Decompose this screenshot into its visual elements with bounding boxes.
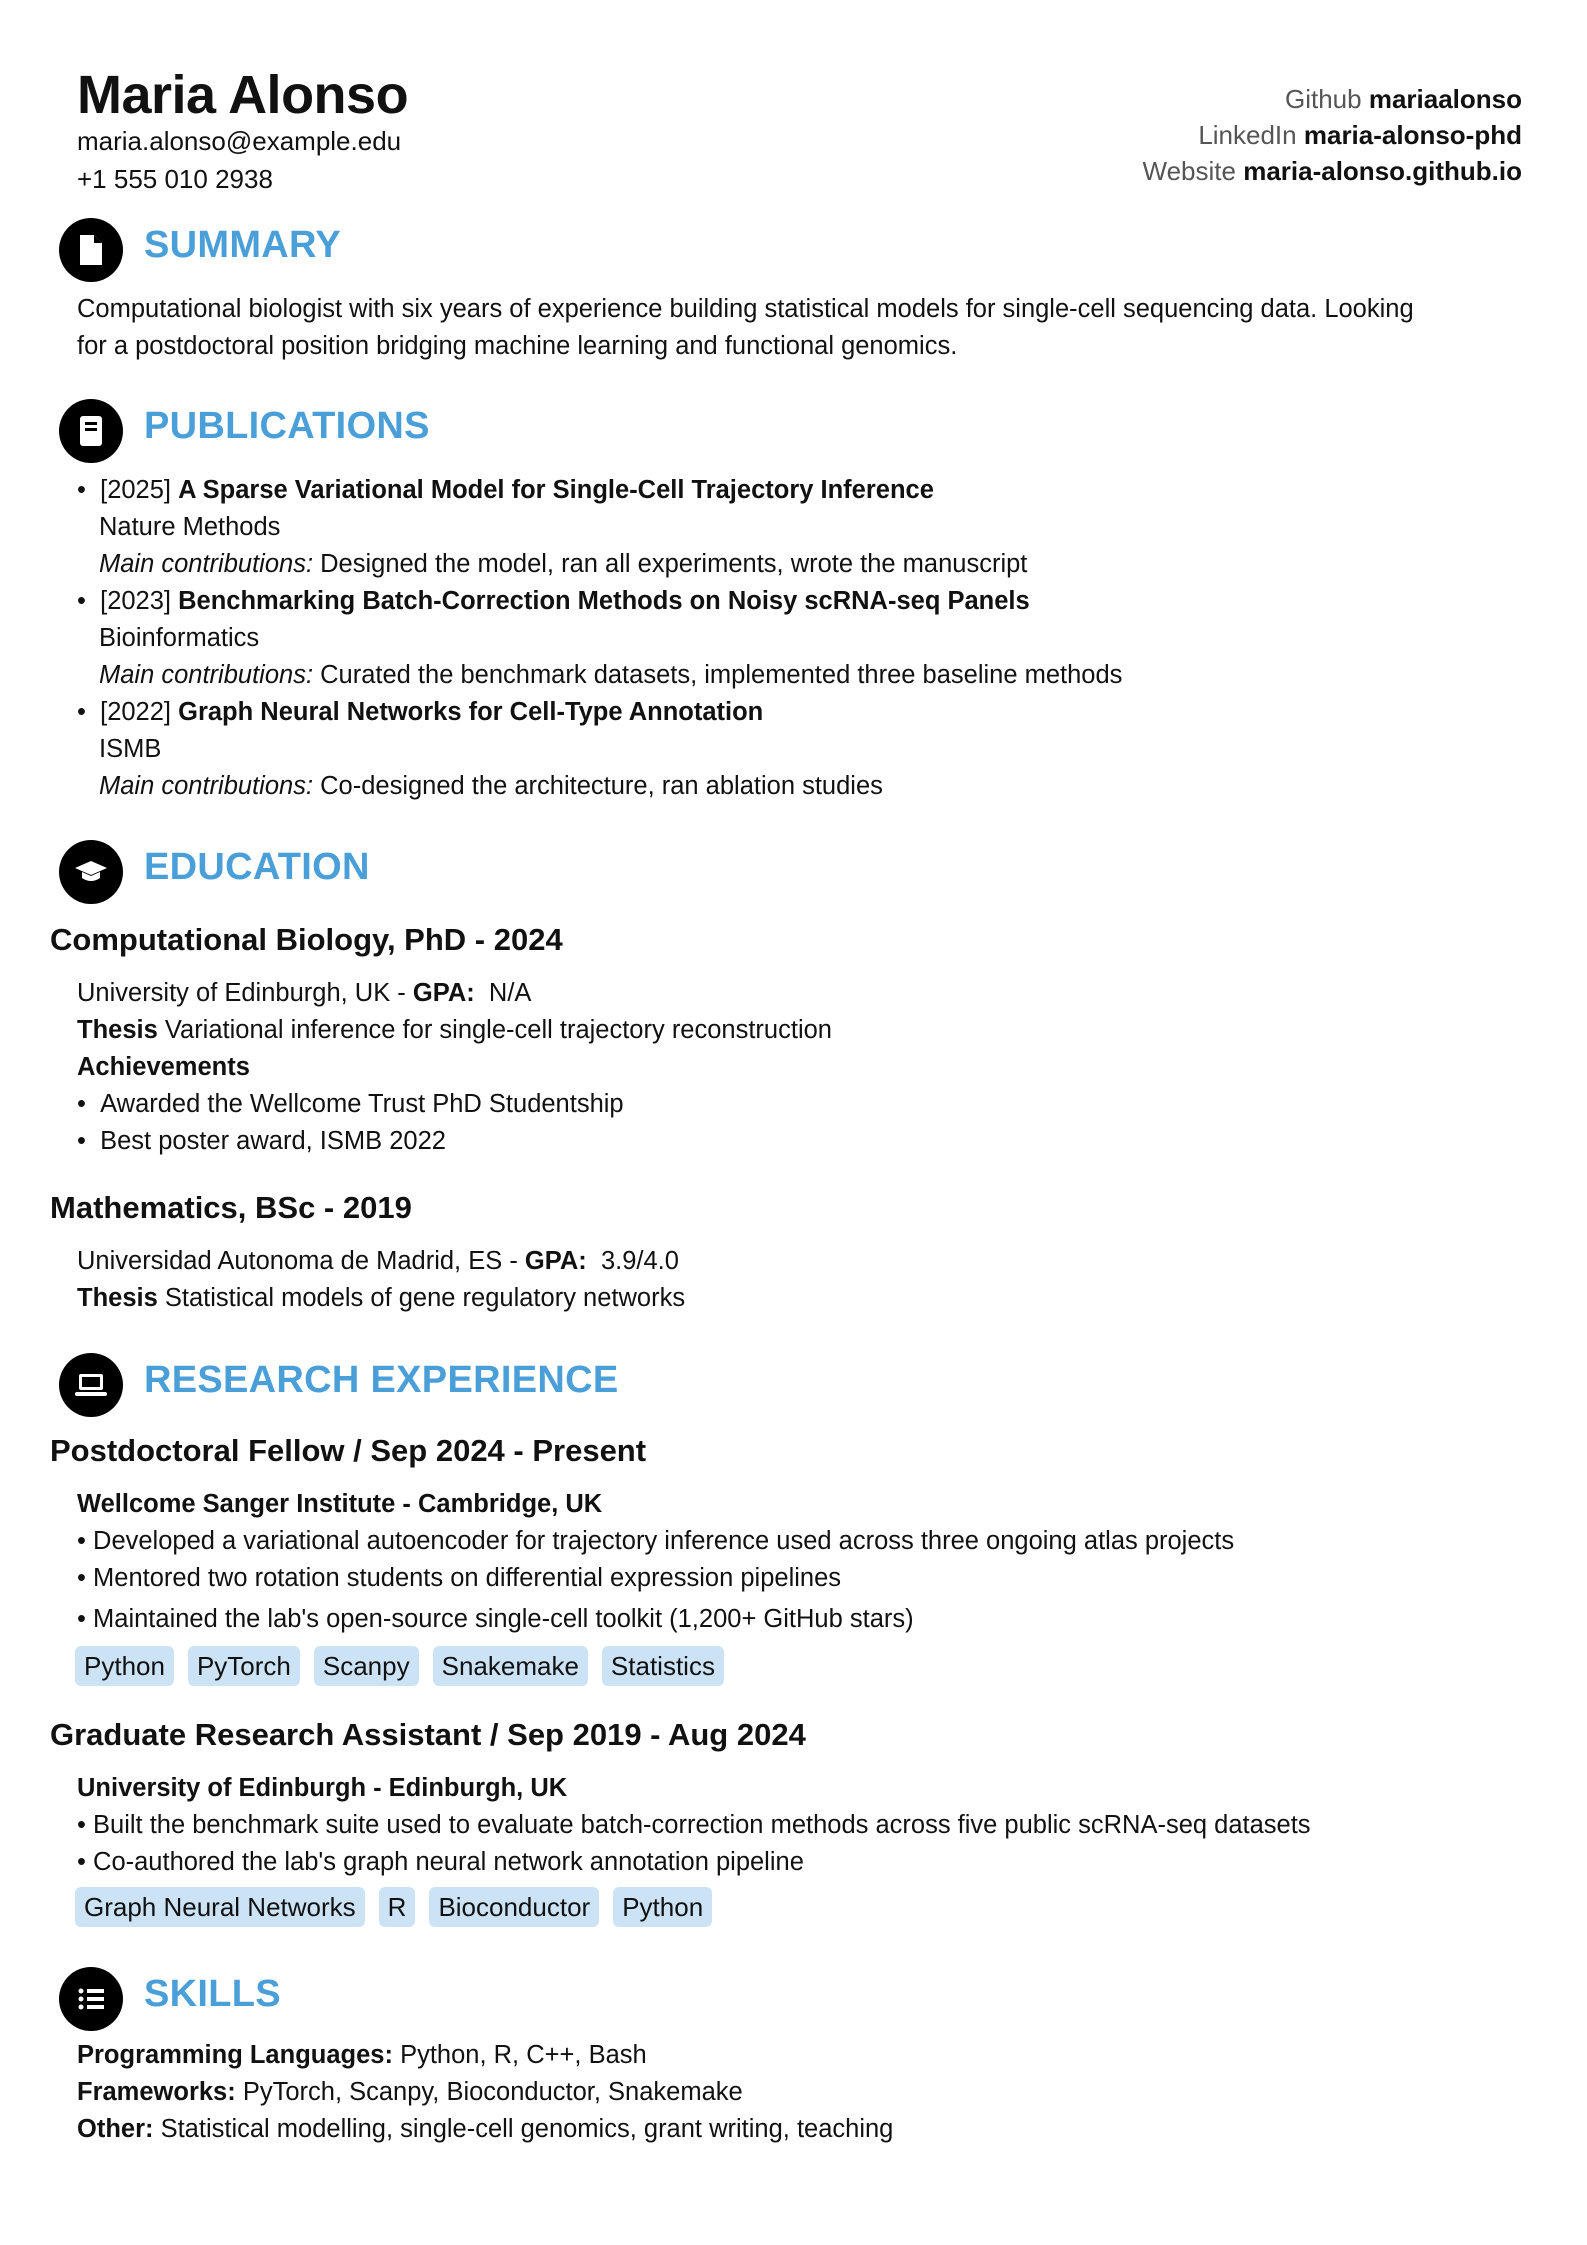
summary-text-line-1: Computational biologist with six years of experience building statistical models for single-cell sequencing data. Looking — [77, 295, 1414, 323]
skill-tags — [75, 1887, 712, 1927]
achievement-text: Best poster award, ISMB 2022 — [100, 1127, 446, 1155]
skill-category: Other: — [77, 2115, 154, 2143]
bullet: • — [77, 1811, 86, 1839]
thesis-text: Variational inference for single-cell trajectory reconstruction — [164, 1016, 832, 1044]
gpa-value: N/A — [488, 979, 532, 1007]
publication-contrib — [99, 772, 883, 801]
skill-tag: Graph Neural Networks — [75, 1887, 365, 1927]
document-icon — [59, 218, 123, 282]
gpa-label: GPA: — [412, 979, 475, 1007]
publication-item — [77, 698, 883, 801]
organization: University of Edinburgh - Edinburgh, UK — [77, 1774, 568, 1802]
publication-title-line — [77, 476, 1027, 505]
skill-row — [77, 2078, 743, 2107]
thesis-line — [77, 1016, 832, 1045]
skill-tags — [75, 1646, 724, 1686]
experience-bullet — [77, 1605, 914, 1634]
skill-row — [77, 2041, 647, 2070]
bullet: • — [77, 698, 86, 726]
skill-tag: Snakemake — [433, 1646, 588, 1686]
contrib-text: Co-designed the architecture, ran ablation studies — [320, 772, 883, 800]
list-icon — [59, 1967, 123, 2031]
publication-venue: Nature Methods — [99, 513, 281, 541]
gpa-value: 3.9/4.0 — [600, 1247, 679, 1275]
bullet: • — [77, 476, 86, 504]
contrib-text: Designed the model, ran all experiments, wrote the manuscript — [320, 550, 1028, 578]
bullet: • — [77, 1848, 86, 1876]
website-value[interactable]: maria-alonso.github.io — [1243, 156, 1522, 186]
contrib-label: Main contributions: — [99, 772, 314, 800]
bullet: • — [77, 1527, 86, 1555]
achievement-item — [77, 1127, 446, 1156]
experience-bullet — [77, 1564, 841, 1593]
publication-title: A Sparse Variational Model for Single-Cell Trajectory Inference — [178, 476, 934, 504]
website-link[interactable] — [1143, 156, 1522, 187]
publication-title: Graph Neural Networks for Cell-Type Annotation — [178, 698, 764, 726]
skill-values: Statistical modelling, single-cell genomics, grant writing, teaching — [160, 2115, 894, 2143]
publication-year: [2022] — [100, 698, 172, 726]
institution: University of Edinburgh, UK - — [77, 979, 413, 1007]
achievement-text: Awarded the Wellcome Trust PhD Studentship — [100, 1090, 624, 1118]
linkedin-link[interactable] — [1198, 120, 1522, 151]
achievement-item — [77, 1090, 624, 1119]
contrib-label: Main contributions: — [99, 550, 314, 578]
experience-bullet-text: Co-authored the lab's graph neural network annotation pipeline — [93, 1848, 804, 1876]
thesis-label: Thesis — [77, 1284, 158, 1312]
achievements-label: Achievements — [77, 1053, 250, 1081]
github-label: Github — [1284, 84, 1362, 114]
skill-values: Python, R, C++, Bash — [400, 2041, 647, 2069]
publication-year: [2023] — [100, 587, 172, 615]
skill-tag: Python — [75, 1646, 174, 1686]
thesis-text: Statistical models of gene regulatory networks — [164, 1284, 686, 1312]
publication-venue: Bioinformatics — [99, 624, 260, 652]
linkedin-label: LinkedIn — [1198, 120, 1297, 150]
full-name: Maria Alonso — [77, 65, 409, 125]
github-link[interactable] — [1285, 84, 1522, 115]
linkedin-value[interactable]: maria-alonso-phd — [1303, 120, 1522, 150]
publication-venue: ISMB — [99, 735, 162, 763]
website-label: Website — [1142, 156, 1236, 186]
skill-tag: Bioconductor — [429, 1887, 599, 1927]
experience-bullet — [77, 1848, 804, 1877]
contrib-text: Curated the benchmark datasets, implemented three baseline methods — [320, 661, 1123, 689]
summary-heading: SUMMARY — [144, 224, 342, 266]
summary-text-line-2: for a postdoctoral position bridging machine learning and functional genomics. — [77, 332, 958, 360]
graduation-cap-icon — [59, 840, 123, 904]
experience-bullet — [77, 1811, 1311, 1840]
research-heading: RESEARCH EXPERIENCE — [144, 1359, 619, 1401]
degree-title: Computational Biology, PhD - 2024 — [50, 922, 563, 957]
institution-line — [77, 979, 531, 1008]
degree-title: Mathematics, BSc - 2019 — [50, 1190, 412, 1225]
thesis-line — [77, 1284, 685, 1313]
publication-title-line — [77, 698, 883, 727]
skills-heading: SKILLS — [144, 1973, 281, 2015]
skill-tag: R — [379, 1887, 416, 1927]
organization: Wellcome Sanger Institute - Cambridge, UK — [77, 1490, 603, 1518]
bullet: • — [77, 1564, 86, 1592]
bullet: • — [77, 1605, 86, 1633]
skill-values: PyTorch, Scanpy, Bioconductor, Snakemake — [242, 2078, 743, 2106]
institution: Universidad Autonoma de Madrid, ES - — [77, 1247, 525, 1275]
skill-category: Frameworks: — [77, 2078, 236, 2106]
publication-year: [2025] — [100, 476, 172, 504]
laptop-icon — [59, 1353, 123, 1417]
skill-category: Programming Languages: — [77, 2041, 393, 2069]
experience-bullet-text: Mentored two rotation students on differential expression pipelines — [93, 1564, 842, 1592]
publication-contrib — [99, 550, 1027, 579]
github-value[interactable]: mariaalonso — [1368, 84, 1522, 114]
skill-row — [77, 2115, 893, 2144]
bullet: • — [77, 587, 86, 615]
email[interactable]: maria.alonso@example.edu — [77, 126, 402, 156]
role-title: Postdoctoral Fellow / Sep 2024 - Present — [50, 1433, 647, 1468]
gpa-label: GPA: — [524, 1247, 587, 1275]
contrib-label: Main contributions: — [99, 661, 314, 689]
phone: +1 555 010 2938 — [77, 164, 273, 194]
experience-bullet-text: Built the benchmark suite used to evaluate batch-correction methods across five public scRNA-seq datasets — [93, 1811, 1311, 1839]
experience-bullet-text: Maintained the lab's open-source single-cell toolkit (1,200+ GitHub stars) — [93, 1605, 914, 1633]
education-heading: EDUCATION — [144, 846, 370, 888]
skill-tag: PyTorch — [188, 1646, 300, 1686]
institution-line — [77, 1247, 679, 1276]
bullet: • — [77, 1127, 86, 1155]
publication-item — [77, 587, 1122, 690]
skill-tag: Scanpy — [314, 1646, 419, 1686]
publication-item — [77, 476, 1027, 579]
bullet: • — [77, 1090, 86, 1118]
thesis-label: Thesis — [77, 1016, 158, 1044]
book-icon — [59, 399, 123, 463]
skill-tag: Python — [613, 1887, 712, 1927]
publications-heading: PUBLICATIONS — [144, 405, 430, 447]
experience-bullet — [77, 1527, 1234, 1556]
publication-title-line — [77, 587, 1122, 616]
role-title: Graduate Research Assistant / Sep 2019 - Aug 2024 — [50, 1717, 806, 1752]
skill-tag: Statistics — [602, 1646, 724, 1686]
experience-bullet-text: Developed a variational autoencoder for trajectory inference used across three ongoing atlas projects — [93, 1527, 1235, 1555]
publication-title: Benchmarking Batch-Correction Methods on Noisy scRNA-seq Panels — [178, 587, 1030, 615]
publication-contrib — [99, 661, 1122, 690]
